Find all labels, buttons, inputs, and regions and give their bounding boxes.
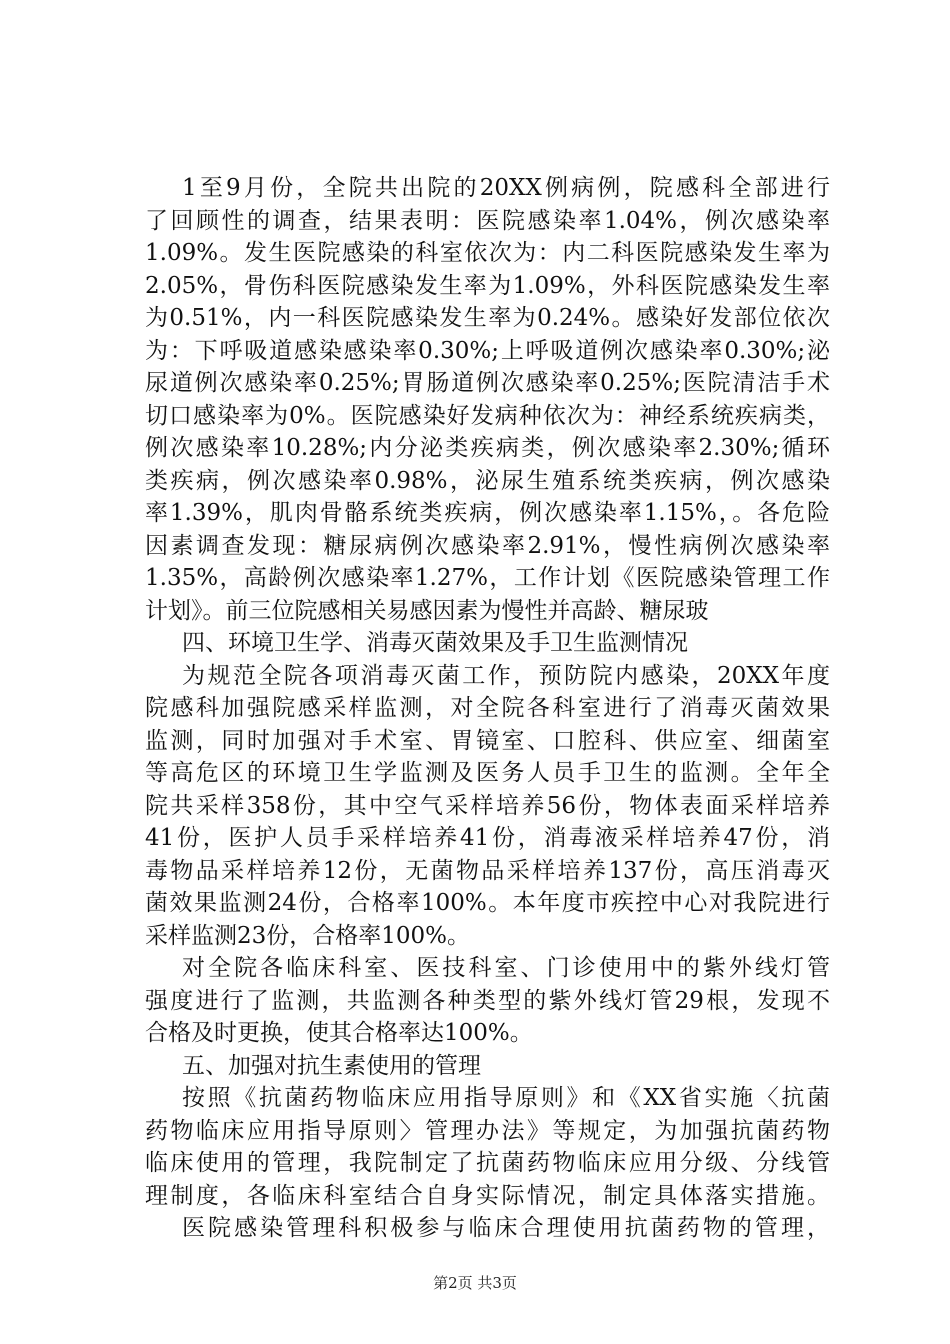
document-body [145, 172, 830, 1245]
text-line: 院共采样358份，其中空气采样培养56份，物体表面采样培养 [145, 792, 830, 819]
text-line: 因素调查发现：糖尿病例次感染率2.91%，慢性病例次感染率 [145, 532, 830, 559]
text-line: 院感科加强院感采样监测，对全院各科室进行了消毒灭菌效果 [145, 695, 830, 721]
text-line: 四、环境卫生学、消毒灭菌效果及手卫生监测情况 [182, 630, 688, 656]
text-line: 医院感染管理科积极参与临床合理使用抗菌药物的管理， [182, 1215, 830, 1241]
text-line: 菌效果监测24份，合格率100%。本年度市疾控中心对我院进行 [145, 890, 830, 916]
text-line: 强度进行了监测，共监测各种类型的紫外线灯管29根，发现不 [145, 987, 830, 1014]
text-line: 按照《抗菌药物临床应用指导原则》和《XX省实施〈抗菌 [182, 1085, 830, 1111]
text-line: 为0.51%，内一科医院感染发生率为0.24%。感染好发部位依次 [145, 305, 830, 331]
text-line: 计划》。前三位院感相关易感因素为慢性并高龄、糖尿玻 [145, 597, 709, 624]
text-line: 尿道例次感染率0.25%;胃肠道例次感染率0.25%;医院清洁手术 [145, 370, 830, 396]
text-line: 监测，同时加强对手术室、胃镜室、口腔科、供应室、细菌室 [145, 727, 830, 754]
text-line: 临床使用的管理，我院制定了抗菌药物临床应用分级、分线管 [145, 1150, 830, 1176]
text-line: 合格及时更换，使其合格率达100%。 [145, 1020, 533, 1046]
text-line: 类疾病，例次感染率0.98%，泌尿生殖系统类疾病，例次感染 [145, 467, 830, 494]
text-line: 了回顾性的调查，结果表明：医院感染率1.04%，例次感染率 [145, 207, 830, 234]
text-line: 理制度，各临床科室结合自身实际情况，制定具体落实措施。 [145, 1182, 830, 1209]
text-line: 2.05%，骨伤科医院感染发生率为1.09%，外科医院感染发生率 [145, 272, 830, 299]
text-line: 率1.39%，肌肉骨骼系统类疾病，例次感染率1.15%，。各危险 [145, 500, 830, 526]
text-line: 对全院各临床科室、医技科室、门诊使用中的紫外线灯管 [182, 955, 830, 981]
text-line: 1.09%。发生医院感染的科室依次为：内二科医院感染发生率为 [145, 240, 830, 266]
text-line: 等高危区的环境卫生学监测及医务人员手卫生的监测。全年全 [145, 760, 830, 786]
text-line: 药物临床应用指导原则〉管理办法》等规定，为加强抗菌药物 [145, 1117, 830, 1144]
text-line: 切口感染率为0%。医院感染好发病种依次为：神经系统疾病类， [145, 402, 830, 429]
text-line: 毒物品采样培养12份，无菌物品采样培养137份，高压消毒灭 [145, 857, 830, 884]
text-line: 1.35%，高龄例次感染率1.27%，工作计划《医院感染管理工作 [145, 565, 830, 591]
page-number-footer: 第2页 共3页 [433, 1274, 517, 1292]
text-line: 为：下呼吸道感染感染率0.30%;上呼吸道例次感染率0.30%;泌 [145, 337, 830, 364]
text-line: 为规范全院各项消毒灭菌工作，预防院内感染，20XX年度 [182, 662, 830, 689]
text-line: 41份，医护人员手采样培养41份，消毒液采样培养47份，消 [145, 825, 830, 851]
text-line: 采样监测23份，合格率100%。 [145, 922, 471, 949]
text-line: 1至9月份，全院共出院的20XX例病例，院感科全部进行 [182, 175, 830, 201]
text-line: 五、加强对抗生素使用的管理 [182, 1052, 481, 1079]
text-line: 例次感染率10.28%;内分泌类疾病类，例次感染率2.30%;循环 [145, 435, 830, 461]
